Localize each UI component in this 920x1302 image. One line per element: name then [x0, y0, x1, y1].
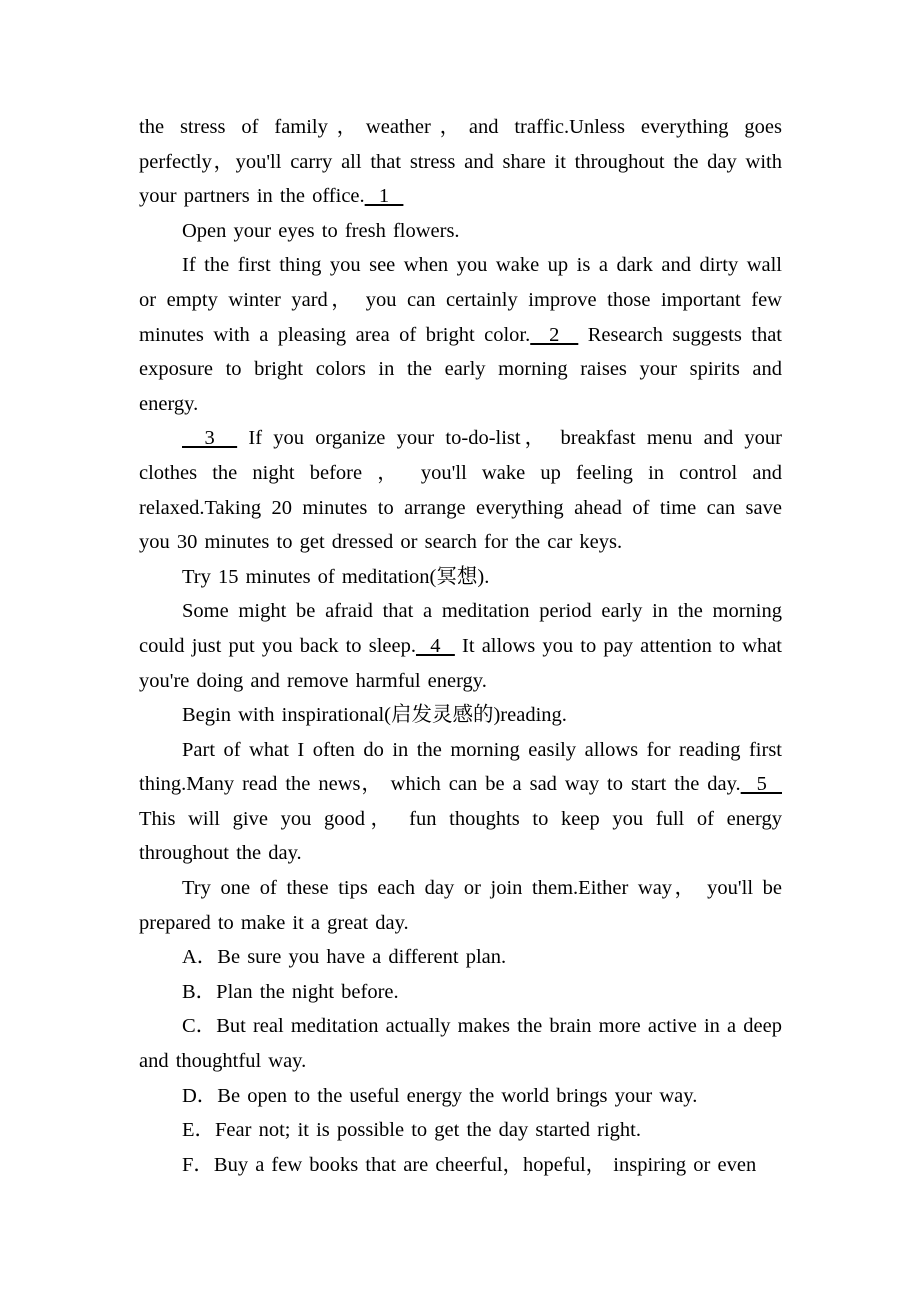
blank-4: 4 — [415, 634, 455, 657]
paragraph: Part of what I often do in the morning easily allows for reading first thing.Many read the news， which can be a sad way to start the day. 5 This will give you good， fun thoughts to keep you full of energy throughout the day. — [139, 738, 782, 865]
answer-option-a: A．Be sure you have a different plan. — [182, 946, 507, 969]
answer-option-b: B．Plan the night before. — [182, 980, 399, 1003]
answer-option-f: F．Buy a few books that are cheerful，hopeful， inspiring or even — [182, 1153, 757, 1176]
paragraph: Some might be afraid that a meditation period early in the morning could just put you back to sleep. 4 It allows you to pay attention to what you're doing and remove harmful energy. — [139, 600, 783, 692]
blank-1: 1 — [364, 185, 404, 208]
paragraph: If the first thing you see when you wake up is a dark and dirty wall or empty winter yard， you can certainly improve those important few minutes with a pleasing area of bright color. 2 Research suggests that exposure to bright colors in the early morning raises your spirits and energy. — [139, 254, 782, 415]
blank-3: 3 — [182, 427, 238, 450]
paragraph: Open your eyes to fresh flowers. — [182, 219, 460, 242]
paragraph: 3 If you organize your to-do-list， breakfast menu and your clothes the night before ， you'll wake up feeling in control and relaxed.Taking 20 minutes to arrange everything ahead of time can save you 30 minutes to get dressed or search for the car keys. — [139, 427, 783, 554]
blank-5: 5 — [740, 773, 782, 796]
paragraph: Try 15 minutes of meditation(冥想). — [182, 565, 490, 588]
paragraph: Try one of these tips each day or join them.Either way， you'll be prepared to make it a great day. — [139, 877, 782, 934]
paragraph: the stress of family，weather，and traffic.Unless everything goes perfectly，you'll carry all that stress and share it throughout the day with your partners in the office. 1 — [139, 116, 782, 208]
reading-passage — [139, 110, 782, 1182]
paragraph: Begin with inspirational(启发灵感的)reading. — [182, 704, 567, 727]
answer-option-d: D．Be open to the useful energy the world brings your way. — [182, 1084, 698, 1107]
answer-option-c: C．But real meditation actually makes the brain more active in a deep and thoughtful way. — [139, 1015, 782, 1073]
blank-2: 2 — [530, 323, 579, 346]
answer-option-e: E．Fear not; it is possible to get the day started right. — [182, 1119, 641, 1142]
